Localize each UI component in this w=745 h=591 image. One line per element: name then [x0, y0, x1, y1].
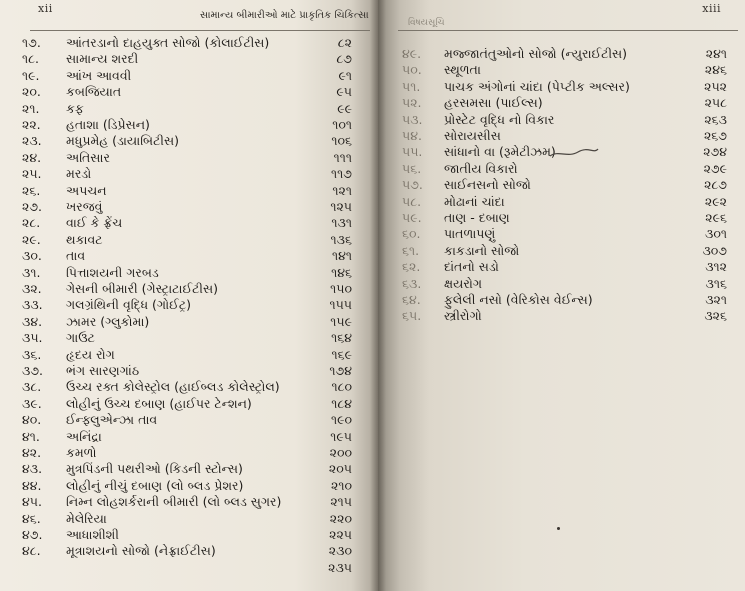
toc-entry-number: ૪૫.: [22, 494, 42, 510]
toc-entry-page: ૮૨: [337, 35, 352, 50]
toc-entry-number: ૪૪.: [22, 477, 42, 493]
toc-entry-page: ૩૦૭: [702, 242, 727, 258]
toc-entry-title: કાકડાનો સોજો: [444, 242, 520, 258]
toc-entry-number: ૧૯.: [22, 67, 40, 83]
toc-entry-number: ૬૦.: [402, 226, 421, 242]
toc-entry-page: ૨૨૫: [329, 527, 352, 542]
toc-entry-number: ૩૯.: [22, 395, 42, 411]
toc-entry-number: ૨૨.: [22, 117, 41, 132]
toc-entry: [22, 231, 352, 249]
toc-entry-number: ૩૫.: [22, 330, 43, 346]
toc-entry-title: પાચક અંગોનાં ચાંદા (પેપ્ટીક અલ્સર): [444, 78, 630, 94]
toc-entry: [402, 193, 727, 211]
toc-entry: [22, 83, 352, 101]
toc-entry-title: ઝામર (ગ્લુકોમા): [66, 313, 150, 329]
toc-entry-title: લોહીનું નીચું દબાણ (લો બ્લડ પ્રેશર): [66, 477, 244, 493]
toc-entry-number: ૪૯.: [402, 46, 422, 61]
toc-entry: [402, 209, 727, 227]
toc-entry-title: હરસમસા (પાઈલ્સ): [444, 95, 543, 111]
toc-entry-number: ૪૧.: [22, 428, 40, 444]
toc-entry-page: ૨૮૭: [704, 177, 727, 193]
toc-entry: [22, 198, 352, 216]
toc-entry: [402, 242, 727, 260]
toc-entry-page: ૩૧૨: [705, 259, 727, 275]
toc-entry: [22, 67, 352, 85]
toc-entry: [402, 127, 727, 145]
toc-entry-number: ૧૮.: [22, 51, 39, 67]
toc-entry-title: સોરાયસીસ: [444, 128, 501, 143]
toc-entry: [22, 214, 352, 232]
toc-entry-title: ગલગ્રંથિની વૃદ્ધિ (ગોઈટ્ર): [66, 297, 191, 313]
toc-entry: [22, 510, 352, 528]
toc-entry-number: ૪૬.: [22, 510, 41, 526]
toc-entry-page: ૩૨૧: [705, 292, 727, 307]
right-toc-list: [378, 0, 745, 591]
toc-entry-number: ૫૮.: [402, 193, 422, 209]
toc-entry-title: ફુલેલી નસો (વેરિકોસ વેઈન્સ): [444, 292, 593, 307]
toc-entry-title: આંતરડાનો દાહયુક્ત સોજો (કોલાઈટીસ): [66, 35, 270, 50]
toc-entry: [22, 116, 352, 134]
toc-entry: [22, 296, 352, 314]
toc-entry-page: ૧૫૯: [330, 313, 352, 329]
toc-entry-title: મધુપ્રમેહ (ડાયાબિટીસ): [66, 133, 179, 149]
toc-entry: [22, 444, 352, 462]
toc-entry-page: ૧૬૪: [331, 330, 352, 346]
toc-entry: [402, 291, 727, 309]
toc-entry-title: મોઢાનાં ચાંદા: [444, 193, 505, 209]
toc-entry-title: અતિસાર: [66, 149, 110, 165]
right-running-head: વિષયસૂચિ: [408, 18, 445, 28]
toc-entry-page: ૨૩૫: [328, 559, 352, 575]
toc-entry: [22, 559, 352, 577]
toc-entry: [22, 329, 352, 347]
toc-entry-title: મજ્જાતંતુઓનો સોજો (ન્યુરાઈટીસ): [444, 46, 628, 61]
toc-entry: [22, 346, 352, 364]
toc-entry-title: મેલેરિયા: [66, 510, 107, 526]
toc-entry-page: ૧૯૫: [330, 428, 352, 444]
left-running-head: સામાન્ય બીમારીઓ માટે પ્રાકૃતિક ચિકિત્સા: [200, 10, 369, 21]
toc-entry-page: ૧૩૧: [331, 215, 352, 231]
toc-entry-title: થકાવટ: [66, 231, 103, 247]
toc-entry-title: પિત્તાશયની ગરબડ: [66, 264, 159, 280]
toc-entry-number: ૨૪.: [22, 149, 42, 165]
toc-entry-number: ૫૦.: [402, 62, 422, 78]
toc-entry: [402, 258, 727, 276]
toc-entry-page: ૧૭૪: [329, 363, 352, 378]
toc-entry-page: ૧૮૪: [331, 395, 352, 411]
toc-entry: [22, 149, 352, 167]
toc-entry-page: ૩૦૧: [705, 226, 727, 242]
toc-entry: [402, 307, 727, 325]
toc-entry-number: ૫૬.: [402, 160, 422, 176]
toc-entry-page: ૧૮૦: [331, 379, 352, 395]
toc-entry: [22, 50, 352, 68]
toc-entry-page: ૨૯૨: [704, 193, 727, 209]
toc-entry-title: નિમ્ન લોહશર્કરાની બીમારી (લો બ્લડ સુગર): [66, 494, 282, 510]
toc-entry-title: કબજિયાત: [66, 84, 122, 100]
toc-entry-page: ૨૬૭: [703, 128, 727, 143]
toc-entry-number: ૩૦.: [22, 248, 42, 264]
toc-entry-number: ૫૭.: [402, 177, 423, 193]
toc-entry-title: પાતળાપણું: [444, 226, 496, 242]
toc-entry-title: સામાન્ય શરદી: [66, 51, 139, 67]
toc-entry-number: ૨૯.: [22, 231, 41, 247]
toc-entry-title: કફ: [66, 100, 84, 116]
toc-entry-page: ૯૯: [337, 100, 352, 116]
toc-entry: [22, 182, 352, 200]
toc-entry-title: કમળો: [66, 445, 97, 460]
toc-entry-number: ૫૨.: [402, 95, 422, 111]
toc-entry-title: ઉચ્ચ રક્ત કોલેસ્ટ્રોલ (હાઈબ્લડ કોલેસ્ટ્રોલ): [66, 379, 280, 395]
left-page-number: xii: [38, 2, 53, 15]
toc-entry-number: ૩૩.: [22, 297, 43, 313]
toc-entry-page: ૯૫: [336, 84, 352, 100]
toc-entry: [22, 132, 352, 150]
toc-entry-page: ૨૭૯: [703, 160, 727, 176]
toc-entry: [22, 395, 352, 413]
toc-entry-number: ૨૩.: [22, 133, 42, 149]
toc-entry: [402, 225, 727, 243]
toc-entry-number: ૩૭.: [22, 363, 43, 378]
toc-entry-page: ૩૨૬: [704, 308, 727, 324]
stray-dot: [557, 527, 560, 530]
right-page: [378, 0, 745, 591]
toc-entry-page: ૧૫૦: [330, 281, 352, 296]
toc-entry-title: મુત્રપિંડની પથરીઓ (કિડની સ્ટોન્સ): [66, 461, 243, 477]
toc-entry-page: ૧૯૦: [330, 412, 352, 428]
book-gutter: [370, 0, 386, 591]
toc-entry-title: ગેસની બીમારી (ગેસ્ટ્રાટાઈટીસ): [66, 281, 218, 296]
toc-entry-page: ૨૪૬: [704, 62, 727, 78]
toc-entry-number: ૫૯.: [402, 210, 422, 225]
toc-entry-title: ખરજવું: [66, 199, 103, 214]
toc-entry: [22, 247, 352, 265]
toc-entry-number: ૪૮.: [22, 543, 41, 559]
toc-entry-number: ૩૪.: [22, 313, 43, 329]
toc-entry-title: વાઈ કે ફ્રેંચ: [66, 215, 123, 231]
toc-entry: [22, 526, 352, 544]
toc-entry-number: ૬૨.: [402, 259, 421, 275]
toc-entry-title: અપચન: [66, 182, 107, 198]
toc-entry-title: આધાશીશી: [66, 527, 119, 542]
toc-entry-number: ૬૫.: [402, 308, 422, 324]
toc-entry-page: ૨૫૨: [704, 78, 727, 94]
toc-entry-page: ૧૫૫: [329, 297, 352, 313]
toc-entry-title: તાણ - દબાણ: [444, 210, 510, 225]
toc-entry-page: ૧૩૬: [330, 231, 352, 247]
toc-entry-title: મૂત્રાશયનો સોજો (નેફ્રાઈટીસ): [66, 543, 216, 559]
toc-entry: [22, 477, 352, 495]
toc-entry-title: અનિંદ્રા: [66, 428, 102, 444]
toc-entry-page: ૧૪૬: [331, 264, 352, 280]
toc-entry-title: આંખ આવવી: [66, 67, 132, 83]
toc-entry-page: ૨૪૧: [705, 46, 727, 61]
toc-entry-number: ૩૨.: [22, 281, 42, 296]
toc-entry-page: ૮૭: [336, 51, 352, 67]
toc-entry-number: ૪૩.: [22, 461, 43, 477]
toc-entry-number: ૨૦.: [22, 84, 41, 100]
toc-entry-page: ૨૭૪: [703, 144, 727, 160]
toc-entry: [22, 493, 352, 511]
toc-entry: [402, 111, 727, 129]
toc-entry-page: ૩૧૬: [705, 275, 727, 291]
toc-entry-page: ૨૧૦: [331, 477, 352, 493]
toc-entry-page: ૧૨૧: [332, 182, 352, 198]
toc-entry: [402, 61, 727, 79]
toc-entry-page: ૨૨૦: [329, 510, 352, 526]
toc-entry: [402, 176, 727, 194]
toc-entry: [22, 165, 352, 183]
toc-entry-number: ૫૫.: [402, 144, 423, 160]
toc-entry-number: ૫૩.: [402, 111, 423, 127]
toc-entry-page: ૧૦૧: [332, 117, 352, 132]
toc-entry: [22, 100, 352, 118]
toc-entry-page: ૧૬૯: [331, 346, 352, 362]
toc-entry-title: લોહીનું ઉચ્ચ દબાણ (હાઈપર ટેન્શન): [66, 395, 252, 411]
toc-entry: [402, 275, 727, 293]
toc-entry-title: હૃદય રોગ: [66, 346, 115, 362]
toc-entry-number: ૪૨.: [22, 445, 42, 460]
toc-entry-title: સાઈનસનો સોજો: [444, 177, 531, 193]
toc-entry-page: ૨૬૩: [704, 111, 727, 127]
toc-entry-number: ૫૧.: [402, 78, 421, 94]
toc-entry-number: ૩૬.: [22, 346, 42, 362]
toc-entry-title: મરડો: [66, 166, 92, 182]
pen-mark: [548, 146, 600, 160]
right-page-number: xiii: [702, 2, 721, 15]
toc-entry-number: ૪૭.: [22, 527, 43, 542]
toc-entry-number: ૧૭.: [22, 35, 41, 50]
toc-entry-title: સ્ત્રીરોગો: [444, 308, 482, 324]
toc-entry-number: ૩૧.: [22, 264, 41, 280]
toc-entry: [22, 542, 352, 560]
toc-entry: [22, 428, 352, 446]
toc-entry-number: ૨૭.: [22, 199, 42, 214]
toc-entry-page: ૧૧૭: [331, 166, 352, 182]
toc-entry-page: ૨૦૦: [329, 445, 352, 460]
toc-entry-page: ૧૧૧: [333, 149, 352, 165]
toc-entry: [22, 362, 352, 380]
toc-entry-page: ૧૪૧: [331, 248, 352, 264]
toc-entry: [22, 411, 352, 429]
toc-entry: [22, 460, 352, 478]
toc-entry-title: ક્ષયરોગ: [444, 275, 483, 291]
toc-entry-page: ૨૦૫: [328, 461, 352, 477]
toc-entry: [22, 34, 352, 52]
toc-entry-title: પ્રોસ્ટેટ વૃદ્ધિ નો વિકાર: [444, 111, 555, 127]
toc-entry: [22, 378, 352, 396]
toc-entry: [22, 264, 352, 282]
toc-entry-number: ૬૩.: [402, 275, 422, 291]
toc-entry: [22, 280, 352, 298]
toc-entry-number: ૫૪.: [402, 128, 422, 143]
toc-entry-number: ૨૫.: [22, 166, 42, 182]
toc-entry: [402, 160, 727, 178]
toc-entry-title: ગાઉટ: [66, 330, 95, 346]
toc-entry-page: ૨૧૫: [330, 494, 352, 510]
toc-entry-title: દાંતનો સડો: [444, 259, 499, 275]
toc-entry-title: જાતીય વિકારો: [444, 160, 518, 176]
toc-entry-title: ઈન્ફ્લુએન્ઝા તાવ: [66, 412, 158, 428]
toc-entry-number: ૬૧.: [402, 242, 420, 258]
toc-entry-page: ૧૦૬: [331, 133, 352, 149]
toc-entry-title: સ્થૂળતા: [444, 62, 481, 78]
toc-entry-page: ૧૨૫: [330, 199, 352, 214]
toc-entry-title: તાવ: [66, 248, 86, 264]
toc-entry-number: ૪૦.: [22, 412, 42, 428]
toc-entry-number: ૨૧.: [22, 100, 40, 116]
toc-entry: [402, 94, 727, 112]
toc-entry-page: ૨૩૦: [328, 543, 352, 559]
toc-entry-title: હતાશા (ડિપ્રેસન): [66, 117, 150, 132]
toc-entry: [402, 45, 727, 63]
toc-entry: [22, 313, 352, 331]
toc-entry: [402, 78, 727, 96]
toc-entry-number: ૬૪.: [402, 292, 421, 307]
toc-entry-page: ૯૧: [338, 67, 352, 83]
toc-entry-number: ૩૮.: [22, 379, 42, 395]
toc-entry-page: ૨૯૬: [705, 210, 727, 225]
toc-entry-title: ભંગ સારણગાંઠ: [66, 363, 140, 378]
toc-entry-page: ૨૫૮: [704, 95, 727, 111]
toc-entry-number: ૨૬.: [22, 182, 41, 198]
toc-entry-number: ૨૮.: [22, 215, 41, 231]
toc-entry-title: સાંધાનો વા (રૂમેટીઝમ): [444, 144, 556, 160]
